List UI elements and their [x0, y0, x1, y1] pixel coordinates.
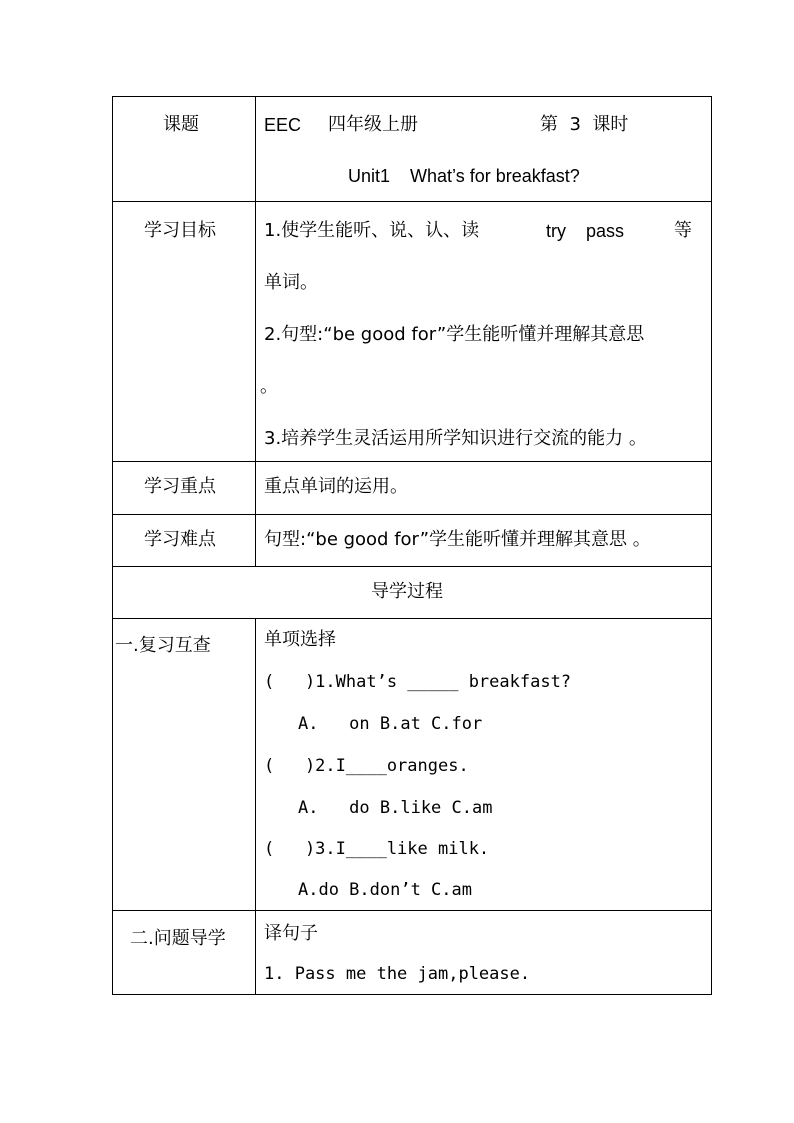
- goal-1-cont: 单词。: [264, 272, 318, 293]
- header-label-cell: [113, 97, 256, 202]
- review-label-cell: [113, 619, 256, 911]
- question-1-options: A. on B.at C.for: [298, 714, 483, 734]
- goals-label-cell: [113, 202, 256, 462]
- goals-row: [113, 202, 712, 462]
- review-label: 一.复习互查: [115, 635, 211, 656]
- sentence-1: 1. Pass me the jam,please.: [264, 964, 531, 984]
- goal-1-end: 等: [674, 220, 692, 241]
- goals-content-cell: [256, 202, 712, 462]
- lesson-plan-table: [112, 96, 712, 995]
- focus-text: 重点单词的运用。: [264, 476, 408, 497]
- goal-1-text: 1.使学生能听、说、认、读: [264, 220, 480, 241]
- question-3: ( )3.I____like milk.: [264, 839, 490, 859]
- goal-3-text: 3.培养学生灵活运用所学知识进行交流的能力 。: [264, 428, 647, 449]
- goal-2-text: 2.句型:“be good for”学生能听懂并理解其意思: [264, 324, 645, 345]
- difficulty-text: 句型:“be good for”学生能听懂并理解其意思 。: [264, 529, 651, 550]
- goals-label: 学习目标: [144, 220, 216, 241]
- focus-label-cell: [113, 462, 256, 515]
- question-3-options: A.do B.don’t C.am: [298, 880, 472, 900]
- review-heading: 单项选择: [264, 629, 336, 650]
- header-grade: 四年级上册: [328, 114, 418, 135]
- header-content-cell: [256, 97, 712, 202]
- difficulty-content-cell: [256, 515, 712, 567]
- guide-heading: 译句子: [264, 923, 318, 944]
- header-row: [113, 97, 712, 202]
- guide-content-cell: [256, 911, 712, 995]
- header-org: EEC: [264, 115, 302, 135]
- focus-row: [113, 462, 712, 515]
- goal-1-words: try pass: [546, 221, 625, 241]
- process-title: 导学过程: [371, 581, 443, 602]
- difficulty-label: 学习难点: [144, 529, 216, 550]
- question-1: ( )1.What’s _____ breakfast?: [264, 672, 572, 692]
- guide-row: [113, 911, 712, 995]
- question-2-options: A. do B.like C.am: [298, 798, 493, 818]
- guide-label: 二.问题导学: [130, 928, 226, 949]
- question-2: ( )2.I____oranges.: [264, 756, 469, 776]
- header-label: 课题: [163, 114, 199, 135]
- difficulty-label-cell: [113, 515, 256, 567]
- difficulty-row: [113, 515, 712, 567]
- review-content-cell: [256, 619, 712, 911]
- header-lesson: 第 3 课时: [540, 114, 629, 135]
- focus-content-cell: [256, 462, 712, 515]
- goal-2-cont: 。: [260, 376, 278, 397]
- header-unit-title: Unit1 What’s for breakfast?: [348, 166, 580, 186]
- focus-label: 学习重点: [144, 476, 216, 497]
- process-title-row: [113, 567, 712, 619]
- process-title-cell: [113, 567, 712, 619]
- guide-label-cell: [113, 911, 256, 995]
- review-row: [113, 619, 712, 911]
